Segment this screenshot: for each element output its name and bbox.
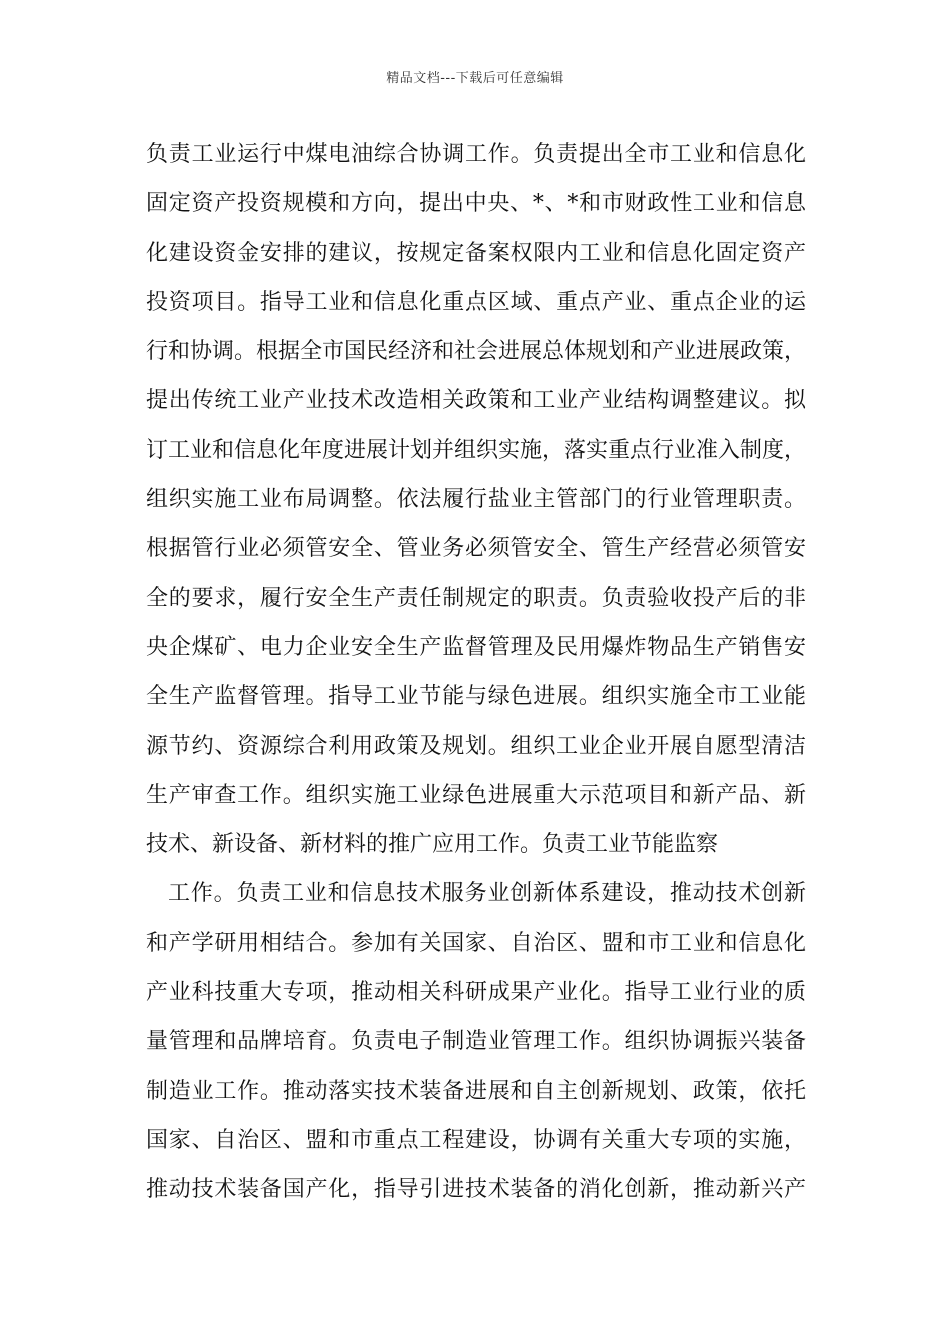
text-line: 提出传统工业产业技术改造相关政策和工业产业结构调整建议。拟 <box>146 388 806 414</box>
text-line: 量管理和品牌培育。负责电子制造业管理工作。组织协调振兴装备 <box>146 1029 806 1055</box>
text-line: 根据管行业必须管安全、管业务必须管安全、管生产经营必须管安 <box>146 536 806 562</box>
body-text <box>146 130 806 1215</box>
text-line: 生产审查工作。组织实施工业绿色进展重大示范项目和新产品、新 <box>146 782 806 808</box>
text-line: 央企煤矿、电力企业安全生产监督管理及民用爆炸物品生产销售安 <box>146 634 806 660</box>
text-line: 工作。负责工业和信息技术服务业创新体系建设，推动技术创新 <box>168 881 806 907</box>
text-line: 推动技术装备国产化，指导引进技术装备的消化创新，推动新兴产 <box>146 1177 806 1203</box>
text-line: 固定资产投资规模和方向，提出中央、*、*和市财政性工业和信息 <box>146 191 806 217</box>
text-line: 化建设资金安排的建议，按规定备案权限内工业和信息化固定资产 <box>146 240 806 266</box>
text-line: 投资项目。指导工业和信息化重点区域、重点产业、重点企业的运 <box>146 289 806 315</box>
text-line: 组织实施工业布局调整。依法履行盐业主管部门的行业管理职责。 <box>146 487 806 513</box>
text-line: 负责工业运行中煤电油综合协调工作。负责提出全市工业和信息化 <box>146 142 806 167</box>
text-line: 产业科技重大专项，推动相关科研成果产业化。指导工业行业的质 <box>146 980 806 1006</box>
text-line: 源节约、资源综合利用政策及规划。组织工业企业开展自愿型清洁 <box>146 733 806 759</box>
text-line: 行和协调。根据全市国民经济和社会进展总体规划和产业进展政策， <box>146 339 807 365</box>
text-line: 和产学研用相结合。参加有关国家、自治区、盟和市工业和信息化 <box>146 930 806 956</box>
text-line: 国家、自治区、盟和市重点工程建设，协调有关重大专项的实施， <box>146 1127 806 1153</box>
text-line: 全的要求，履行安全生产责任制规定的职责。负责验收投产后的非 <box>146 585 806 611</box>
text-line: 订工业和信息化年度进展计划并组织实施，落实重点行业准入制度， <box>146 437 807 463</box>
page-header: 精品文档---下载后可任意编辑 <box>386 71 564 86</box>
text-line: 制造业工作。推动落实技术装备进展和自主创新规划、政策，依托 <box>146 1078 806 1104</box>
text-line: 技术、新设备、新材料的推广应用工作。负责工业节能监察 <box>146 832 719 858</box>
text-line: 全生产监督管理。指导工业节能与绿色进展。组织实施全市工业能 <box>146 684 806 710</box>
